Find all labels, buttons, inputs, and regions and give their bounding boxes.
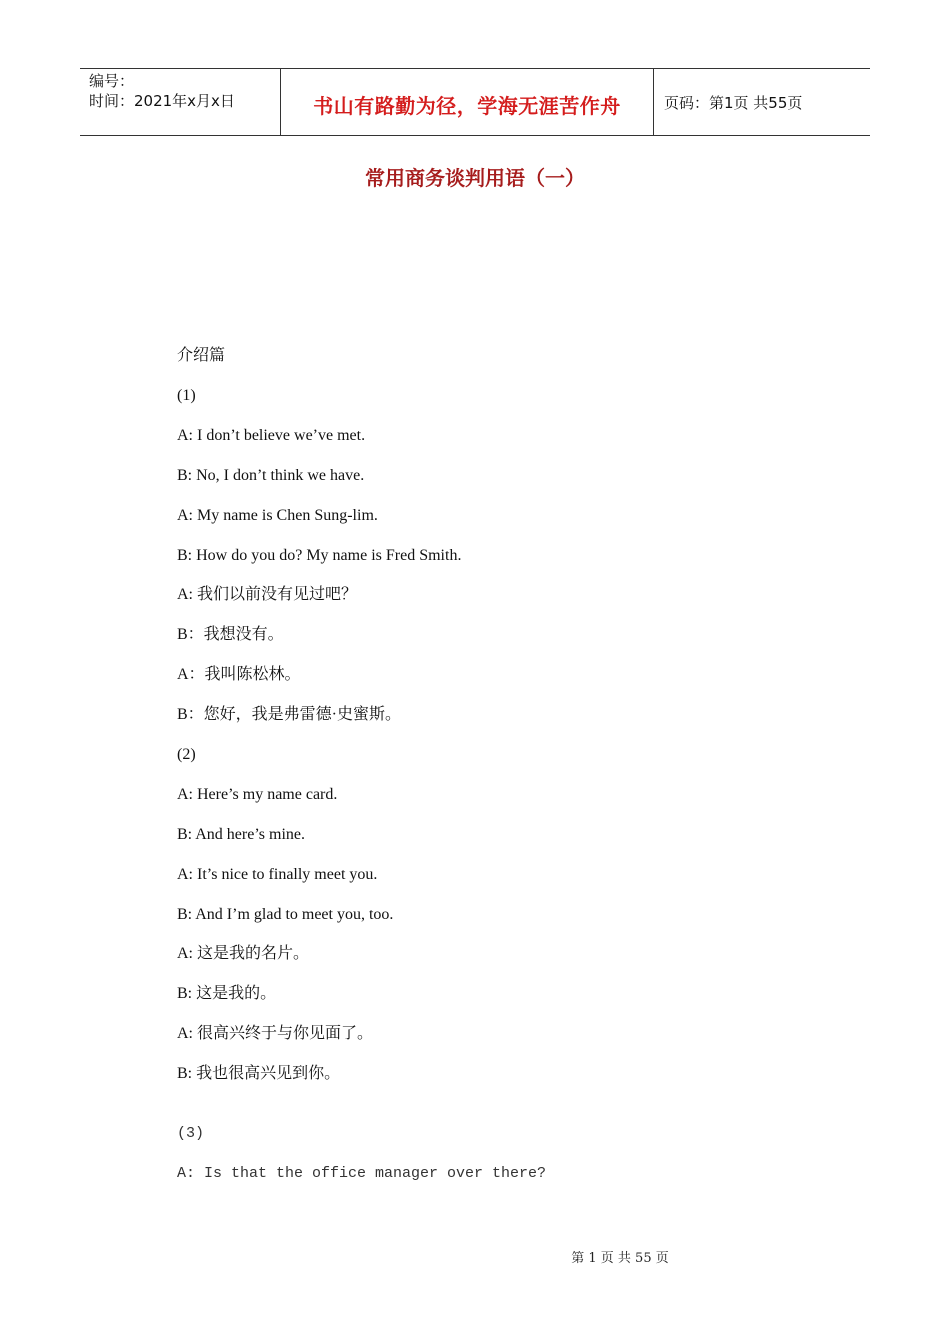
dialogue-line: B: How do you do? My name is Fred Smith. — [177, 547, 462, 564]
dialogue-line: B: 这是我的。 — [177, 985, 277, 1002]
page-header — [80, 68, 870, 136]
dialogue-number: (2) — [177, 746, 196, 763]
dialogue-line: B: No, I don’t think we have. — [177, 467, 365, 484]
dialogue-line: A: It’s nice to finally meet you. — [177, 866, 378, 883]
number-label: 编号： — [89, 72, 135, 90]
motto-text: 书山有路勤为径，学海无涯苦作舟 — [313, 93, 621, 118]
dialogue-line: A: My name is Chen Sung-lim. — [177, 507, 378, 524]
page-footer: 第 1 页 共 55 页 — [571, 1251, 669, 1266]
dialogue-line: A: I don’t believe we’ve met. — [177, 427, 366, 444]
header-meta — [80, 69, 281, 135]
dialogue-line: B: 我也很高兴见到你。 — [177, 1065, 341, 1082]
dialogue-line: A: Is that the office manager over there? — [177, 1165, 547, 1182]
dialogue-line: A: 很高兴终于与你见面了。 — [177, 1025, 374, 1042]
dialogue-line: B：您好，我是弗雷德·史蜜斯。 — [177, 706, 402, 723]
section-heading: 介绍篇 — [177, 347, 226, 364]
dialogue-number: (3) — [177, 1125, 205, 1142]
dialogue-number: (1) — [177, 387, 196, 404]
header-motto-cell — [281, 69, 654, 135]
dialogue-line: A: 这是我的名片。 — [177, 945, 310, 962]
dialogue-line: A: 我们以前没有见过吧？ — [177, 586, 358, 603]
dialogue-line: A: Here’s my name card. — [177, 786, 338, 803]
dialogue-line: B: And I’m glad to meet you, too. — [177, 906, 394, 923]
dialogue-line: B: And here’s mine. — [177, 826, 305, 843]
dialogue-line: B：我想没有。 — [177, 626, 284, 643]
document-title: 常用商务谈判用语（一） — [365, 166, 585, 190]
dialogue-line: A：我叫陈松林。 — [177, 666, 301, 683]
date-label: 时间：2021年x月x日 — [89, 92, 235, 110]
header-page-info — [654, 69, 870, 135]
page-info-text: 页码：第1页 共55页 — [664, 93, 803, 112]
